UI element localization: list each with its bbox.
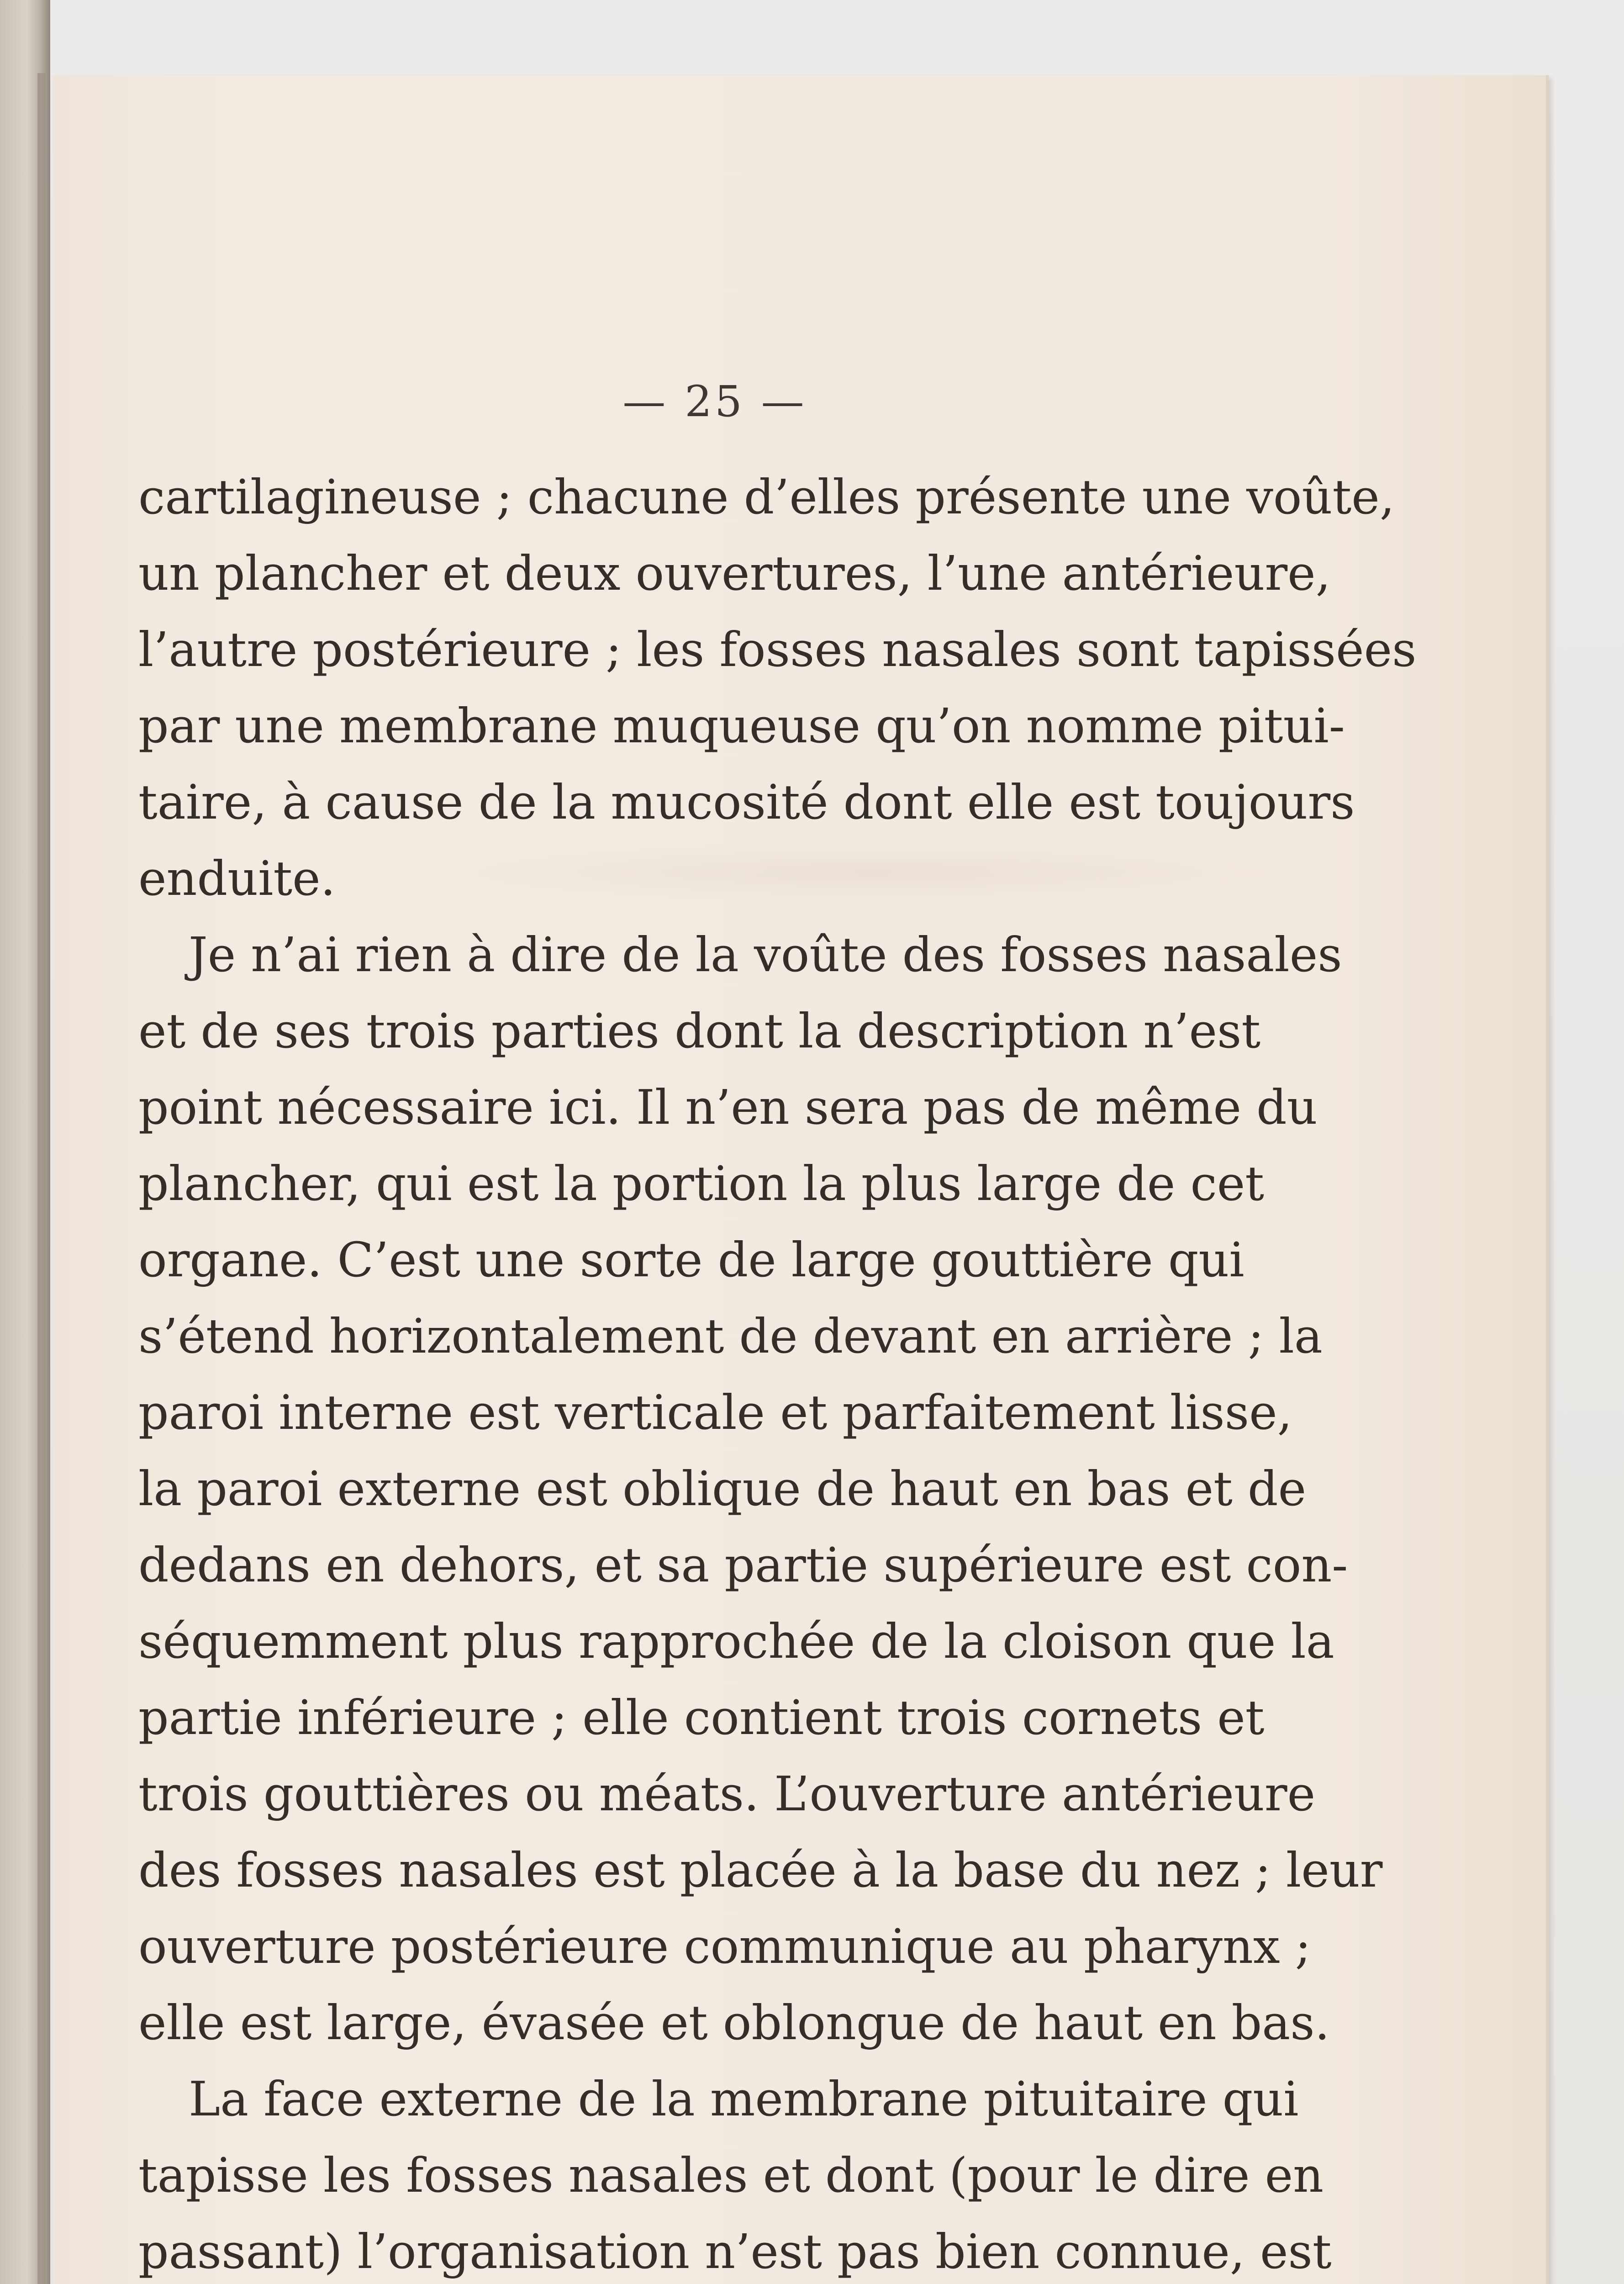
page-number: — 25 — [622, 377, 807, 427]
text-line: et de ses trois parties dont la description n’est [138, 1003, 1261, 1059]
text-line: enduite. [138, 851, 336, 906]
text-line: par une membrane muqueuse qu’on nomme pitui- [138, 698, 1345, 754]
text-line: passant) l’organisation n’est pas bien connue, est [138, 2224, 1332, 2279]
text-line: ouverture postérieure communique au pharynx ; [138, 1919, 1311, 1974]
text-line: La face externe de la membrane pituitaire qui [189, 2071, 1299, 2127]
text-line: taire, à cause de la mucosité dont elle est toujours [138, 774, 1355, 830]
text-line: s’étend horizontalement de devant en arrière ; la [138, 1308, 1323, 1364]
text-line: Je n’ai rien à dire de la voûte des fosses nasales [189, 927, 1342, 983]
text-line: trois gouttières ou méats. L’ouverture antérieure [138, 1766, 1316, 1822]
text-line: séquemment plus rapprochée de la cloison que la [138, 1613, 1334, 1669]
text-line: dedans en dehors, et sa partie supérieure est con- [138, 1537, 1348, 1593]
text-line: point nécessaire ici. Il n’en sera pas de même du [138, 1079, 1318, 1135]
text-line: des fosses nasales est placée à la base du nez ; leur [138, 1842, 1383, 1898]
binding-shadow [37, 73, 46, 2284]
text-line: partie inférieure ; elle contient trois cornets et [138, 1690, 1265, 1745]
body-text [138, 459, 1417, 2284]
text-line: tapisse les fosses nasales et dont (pour le dire en [138, 2147, 1324, 2203]
text-line: organe. C’est une sorte de large gouttière qui [138, 1232, 1244, 1288]
book-page [53, 75, 1549, 2284]
text-line: cartilagineuse ; chacune d’elles présente une voûte, [138, 469, 1395, 525]
text-line: un plancher et deux ouvertures, l’une antérieure, [138, 545, 1331, 601]
text-line: l’autre postérieure ; les fosses nasales sont tapissées [138, 622, 1417, 677]
text-line: elle est large, évasée et oblongue de haut en bas. [138, 1995, 1330, 2051]
text-line: la paroi externe est oblique de haut en bas et de [138, 1461, 1307, 1517]
text-line: plancher, qui est la portion la plus large de cet [138, 1156, 1265, 1211]
text-line: paroi interne est verticale et parfaitement lisse, [138, 1385, 1292, 1440]
